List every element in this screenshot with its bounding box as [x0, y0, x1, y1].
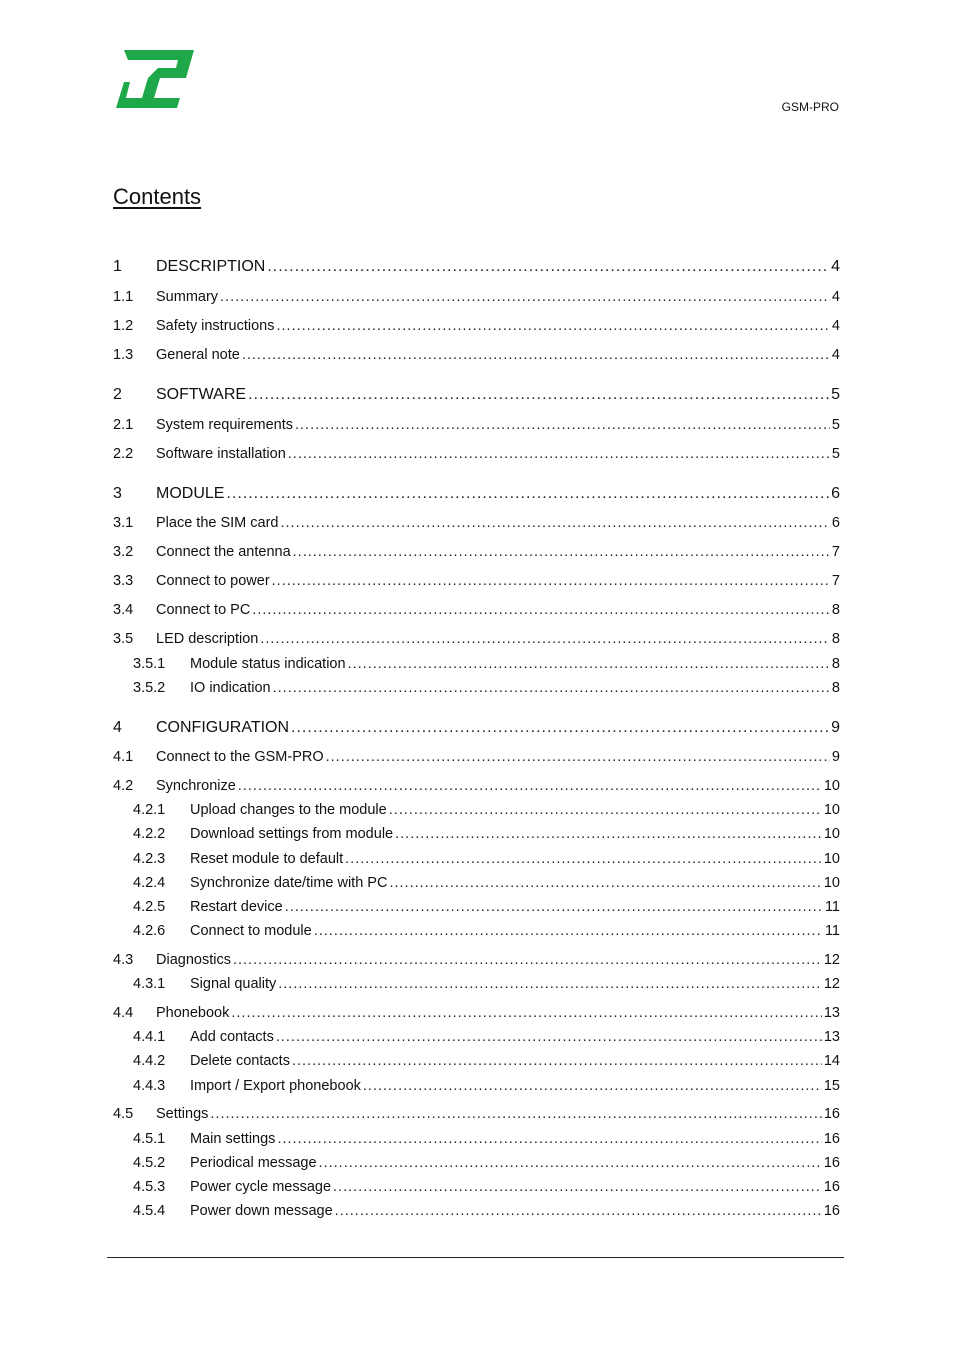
toc-entry-title: Connect to the GSM-PRO — [156, 749, 324, 765]
toc-entry-page: 6 — [831, 515, 840, 531]
toc-entry-number: 4.4.3 — [133, 1078, 166, 1094]
toc-entry-3-5-2[interactable] — [133, 680, 840, 696]
toc-entry-4-5-3[interactable] — [133, 1179, 840, 1195]
toc-entry-page: 7 — [831, 573, 840, 589]
toc-dot-leader — [292, 1053, 822, 1069]
toc-entry-4-4-3[interactable] — [133, 1078, 840, 1094]
toc-dot-leader — [238, 778, 822, 794]
toc-entry-3-2[interactable] — [113, 544, 840, 560]
toc-entry-page: 10 — [823, 778, 840, 794]
toc-entry-2-2[interactable] — [113, 446, 840, 462]
toc-dot-leader — [277, 1131, 821, 1147]
toc-dot-leader — [348, 656, 830, 672]
toc-dot-leader — [293, 544, 830, 560]
toc-entry-title: Delete contacts — [190, 1053, 290, 1069]
toc-dot-leader — [276, 1029, 822, 1045]
toc-entry-title: Connect to power — [156, 573, 270, 589]
toc-entry-page: 4 — [831, 258, 840, 275]
toc-entry-title: Upload changes to the module — [190, 802, 387, 818]
toc-entry-number: 1.3 — [113, 347, 134, 363]
toc-entry-page: 12 — [823, 976, 840, 992]
toc-entry-title: System requirements — [156, 417, 293, 433]
toc-entry-number: 3.3 — [113, 573, 134, 589]
toc-entry-page: 16 — [823, 1106, 840, 1122]
toc-entry-page: 5 — [831, 417, 840, 433]
toc-entry-page: 15 — [823, 1078, 840, 1094]
toc-entry-4-5-2[interactable] — [133, 1155, 840, 1171]
toc-entry-number: 4.2 — [113, 778, 134, 794]
toc-entry-number: 4.5.4 — [133, 1203, 166, 1219]
toc-dot-leader — [389, 802, 822, 818]
toc-entry-title: Synchronize — [156, 778, 236, 794]
toc-entry-title: Safety instructions — [156, 318, 275, 334]
toc-dot-leader — [288, 446, 830, 462]
toc-entry-number: 1.1 — [113, 289, 134, 305]
toc-entry-page: 4 — [831, 318, 840, 334]
toc-dot-leader — [210, 1106, 821, 1122]
toc-entry-number: 4.2.4 — [133, 875, 166, 891]
toc-entry-page: 16 — [823, 1155, 840, 1171]
toc-dot-leader — [281, 515, 830, 531]
toc-entry-title: SOFTWARE — [156, 386, 247, 403]
toc-entry-page: 5 — [831, 446, 840, 462]
toc-dot-leader — [285, 899, 823, 915]
toc-dot-leader — [276, 318, 829, 334]
toc-entry-page: 11 — [824, 899, 840, 915]
company-logo — [114, 48, 196, 110]
toc-entry-number: 4.2.1 — [133, 802, 166, 818]
toc-entry-4-2[interactable] — [113, 778, 840, 794]
toc-entry-title: Reset module to default — [190, 851, 344, 867]
toc-entry-page: 8 — [831, 631, 840, 647]
toc-entry-title: Power cycle message — [190, 1179, 332, 1195]
toc-entry-3-4[interactable] — [113, 602, 840, 618]
toc-entry-page: 8 — [831, 680, 840, 696]
toc-entry-4-3-1[interactable] — [133, 976, 840, 992]
toc-entry-title: Restart device — [190, 899, 283, 915]
toc-entry-number: 4.2.6 — [133, 923, 166, 939]
toc-entry-1-2[interactable] — [113, 318, 840, 334]
toc-dot-leader — [252, 602, 830, 618]
toc-entry-number: 1.2 — [113, 318, 134, 334]
toc-entry-title: Diagnostics — [156, 952, 231, 968]
toc-dot-leader — [273, 680, 830, 696]
toc-dot-leader — [220, 289, 830, 305]
toc-entry-page: 7 — [831, 544, 840, 560]
toc-entry-page: 16 — [823, 1203, 840, 1219]
toc-entry-number: 4.4 — [113, 1005, 134, 1021]
toc-dot-leader — [363, 1078, 822, 1094]
toc-entry-title: Phonebook — [156, 1005, 230, 1021]
toc-entry-page: 11 — [824, 923, 840, 939]
toc-entry-4-4-1[interactable] — [133, 1029, 840, 1045]
toc-entry-number: 3.1 — [113, 515, 134, 531]
toc-entry-title: MODULE — [156, 485, 225, 502]
toc-entry-page: 9 — [831, 749, 840, 765]
toc-entry-number: 2.2 — [113, 446, 134, 462]
toc-entry-number: 4.5 — [113, 1106, 134, 1122]
toc-entry-page: 8 — [831, 656, 840, 672]
toc-entry-title: CONFIGURATION — [156, 719, 290, 736]
toc-entry-number: 4.2.2 — [133, 826, 166, 842]
toc-entry-title: Synchronize date/time with PC — [190, 875, 388, 891]
toc-entry-4-5-1[interactable] — [133, 1131, 840, 1147]
toc-entry-title: DESCRIPTION — [156, 258, 266, 275]
toc-entry-4-2-4[interactable] — [133, 875, 840, 891]
toc-dot-leader — [226, 485, 829, 503]
toc-entry-page: 4 — [831, 289, 840, 305]
toc-entry-2[interactable] — [113, 386, 840, 404]
toc-entry-page: 16 — [823, 1179, 840, 1195]
toc-entry-page: 8 — [831, 602, 840, 618]
toc-entry-3-1[interactable] — [113, 515, 840, 531]
toc-entry-title: Settings — [156, 1106, 209, 1122]
toc-entry-4-4[interactable] — [113, 1005, 840, 1021]
toc-entry-title: Connect the antenna — [156, 544, 291, 560]
toc-entry-page: 12 — [823, 952, 840, 968]
toc-entry-title: Module status indication — [190, 656, 346, 672]
toc-entry-4-3[interactable] — [113, 952, 840, 968]
toc-entry-number: 2 — [113, 386, 122, 403]
toc-entry-title: Summary — [156, 289, 219, 305]
toc-dot-leader — [272, 573, 830, 589]
toc-dot-leader — [242, 347, 830, 363]
toc-entry-3-5-1[interactable] — [133, 656, 840, 672]
toc-entry-2-1[interactable] — [113, 417, 840, 433]
toc-dot-leader — [267, 258, 829, 276]
toc-entry-title: Power down message — [190, 1203, 333, 1219]
toc-dot-leader — [326, 749, 830, 765]
toc-entry-page: 10 — [823, 851, 840, 867]
toc-entry-page: 14 — [823, 1053, 840, 1069]
toc-entry-number: 4.4.2 — [133, 1053, 166, 1069]
toc-entry-number: 3.2 — [113, 544, 134, 560]
toc-dot-leader — [389, 875, 821, 891]
toc-dot-leader — [395, 826, 822, 842]
toc-entry-3-5[interactable] — [113, 631, 840, 647]
toc-entry-number: 4.1 — [113, 749, 134, 765]
toc-entry-page: 9 — [831, 719, 840, 736]
toc-entry-number: 4.3 — [113, 952, 134, 968]
toc-entry-number: 3.5.1 — [133, 656, 166, 672]
toc-entry-number: 3.5 — [113, 631, 134, 647]
toc-entry-4-5-4[interactable] — [133, 1203, 840, 1219]
toc-dot-leader — [333, 1179, 822, 1195]
toc-entry-page: 6 — [831, 485, 840, 502]
toc-dot-leader — [231, 1005, 821, 1021]
toc-dot-leader — [248, 386, 829, 404]
toc-entry-number: 3.4 — [113, 602, 134, 618]
toc-entry-page: 16 — [823, 1131, 840, 1147]
toc-entry-page: 5 — [831, 386, 840, 403]
toc-entry-title: LED description — [156, 631, 259, 647]
toc-entry-title: Import / Export phonebook — [190, 1078, 361, 1094]
toc-entry-4[interactable] — [113, 719, 840, 737]
toc-entry-number: 4 — [113, 719, 122, 736]
toc-entry-page: 13 — [823, 1005, 840, 1021]
toc-entry-title: General note — [156, 347, 240, 363]
toc-entry-title: Periodical message — [190, 1155, 317, 1171]
logo-mark — [116, 50, 194, 108]
toc-entry-title: IO indication — [190, 680, 271, 696]
toc-dot-leader — [335, 1203, 822, 1219]
toc-entry-number: 4.2.5 — [133, 899, 166, 915]
toc-entry-number: 4.3.1 — [133, 976, 166, 992]
toc-entry-title: Connect to PC — [156, 602, 251, 618]
toc-entry-page: 10 — [823, 826, 840, 842]
toc-entry-title: Main settings — [190, 1131, 276, 1147]
toc-dot-leader — [295, 417, 830, 433]
toc-entry-number: 4.4.1 — [133, 1029, 166, 1045]
toc-entry-title: Signal quality — [190, 976, 277, 992]
toc-entry-number: 3 — [113, 485, 122, 502]
toc-entry-page: 10 — [823, 875, 840, 891]
toc-entry-title: Software installation — [156, 446, 286, 462]
toc-entry-number: 1 — [113, 258, 122, 275]
toc-entry-3-3[interactable] — [113, 573, 840, 589]
toc-entry-number: 3.5.2 — [133, 680, 166, 696]
toc-entry-page: 13 — [823, 1029, 840, 1045]
toc-entry-number: 2.1 — [113, 417, 134, 433]
toc-entry-4-2-1[interactable] — [133, 802, 840, 818]
toc-entry-4-1[interactable] — [113, 749, 840, 765]
document-id: GSM-PRO — [781, 100, 839, 114]
toc-entry-1-1[interactable] — [113, 289, 840, 305]
toc-entry-1-3[interactable] — [113, 347, 840, 363]
toc-dot-leader — [291, 719, 829, 737]
toc-entry-title: Download settings from module — [190, 826, 394, 842]
toc-entry-number: 4.5.2 — [133, 1155, 166, 1171]
toc-entry-4-2-6[interactable] — [133, 923, 840, 939]
toc-entry-title: Connect to module — [190, 923, 312, 939]
toc-entry-title: Place the SIM card — [156, 515, 279, 531]
page-title: Contents — [113, 184, 202, 209]
toc-entry-1[interactable] — [113, 258, 840, 276]
toc-entry-title: Add contacts — [190, 1029, 274, 1045]
toc-entry-number: 4.5.1 — [133, 1131, 166, 1147]
toc-entry-page: 10 — [823, 802, 840, 818]
toc-entry-4-4-2[interactable] — [133, 1053, 840, 1069]
toc-entry-4-2-5[interactable] — [133, 899, 840, 915]
toc-entry-page: 4 — [831, 347, 840, 363]
toc-entry-3[interactable] — [113, 485, 840, 503]
toc-dot-leader — [260, 631, 830, 647]
toc-dot-leader — [319, 1155, 822, 1171]
footer-divider — [107, 1257, 844, 1258]
toc-entry-number: 4.2.3 — [133, 851, 166, 867]
toc-dot-leader — [278, 976, 822, 992]
toc-entry-number: 4.5.3 — [133, 1179, 166, 1195]
toc-entry-4-2-2[interactable] — [133, 826, 840, 842]
toc-dot-leader — [314, 923, 823, 939]
toc-dot-leader — [345, 851, 822, 867]
toc-entry-4-2-3[interactable] — [133, 851, 840, 867]
toc-dot-leader — [233, 952, 822, 968]
toc-entry-4-5[interactable] — [113, 1106, 840, 1122]
